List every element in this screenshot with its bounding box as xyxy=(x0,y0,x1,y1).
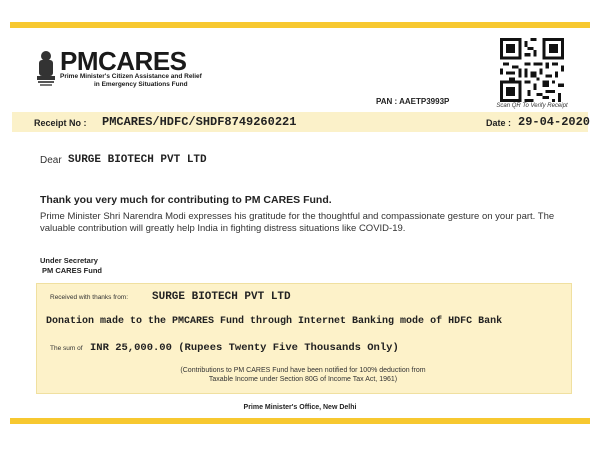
received-from-label: Received with thanks from: xyxy=(50,294,129,301)
logo-prefix: PM xyxy=(60,46,98,76)
received-from-name: SURGE BIOTECH PVT LTD xyxy=(152,291,291,303)
pan-number: PAN : AAETP3993P xyxy=(376,97,450,106)
signatory-org: PM CARES Fund xyxy=(42,266,102,275)
national-emblem-icon xyxy=(34,50,58,90)
logo-subtitle-line-1: Prime Minister's Citizen Assistance and Relief xyxy=(60,73,202,80)
thank-you-heading: Thank you very much for contributing to PM CARES Fund. xyxy=(40,194,332,206)
date-label: Date : xyxy=(486,118,512,128)
logo-subtitle xyxy=(60,73,202,89)
salutation-label: Dear xyxy=(40,155,62,166)
tax-note-line-1: (Contributions to PM CARES Fund have been notified for 100% deduction from xyxy=(180,367,426,374)
logo-subtitle-line-2: in Emergency Situations Fund xyxy=(94,81,188,88)
tax-deduction-note xyxy=(36,366,570,384)
sum-amount: INR 25,000.00 (Rupees Twenty Five Thousands Only) xyxy=(90,342,399,354)
bottom-accent-bar xyxy=(10,418,590,424)
gratitude-paragraph: Prime Minister Shri Narendra Modi expresses his gratitude for the thoughtful and compassionate gesture on your part. The valuable contribution will greatly help India in fighting distress situations like COVID-19. xyxy=(40,211,555,234)
sum-label: The sum of xyxy=(50,345,83,352)
receipt-number: PMCARES/HDFC/SHDF8749260221 xyxy=(102,115,297,129)
qr-code-icon[interactable] xyxy=(500,38,564,102)
receipt-date: 29-04-2020 xyxy=(518,115,591,129)
tax-note-line-2: Taxable Income under Section 80G of Income Tax Act, 1961) xyxy=(208,376,398,383)
logo-suffix: CARES xyxy=(98,46,187,76)
top-accent-bar xyxy=(10,22,590,28)
receipt-number-label: Receipt No : xyxy=(34,118,87,128)
signatory xyxy=(40,256,102,276)
donation-description: Donation made to the PMCARES Fund through Internet Banking mode of HDFC Bank xyxy=(46,316,503,327)
donor-name: SURGE BIOTECH PVT LTD xyxy=(68,154,207,166)
footer-office: Prime Minister's Office, New Delhi xyxy=(243,404,357,411)
qr-caption: Scan QR To Verify Receipt xyxy=(496,103,568,109)
signatory-title: Under Secretary xyxy=(40,256,98,265)
